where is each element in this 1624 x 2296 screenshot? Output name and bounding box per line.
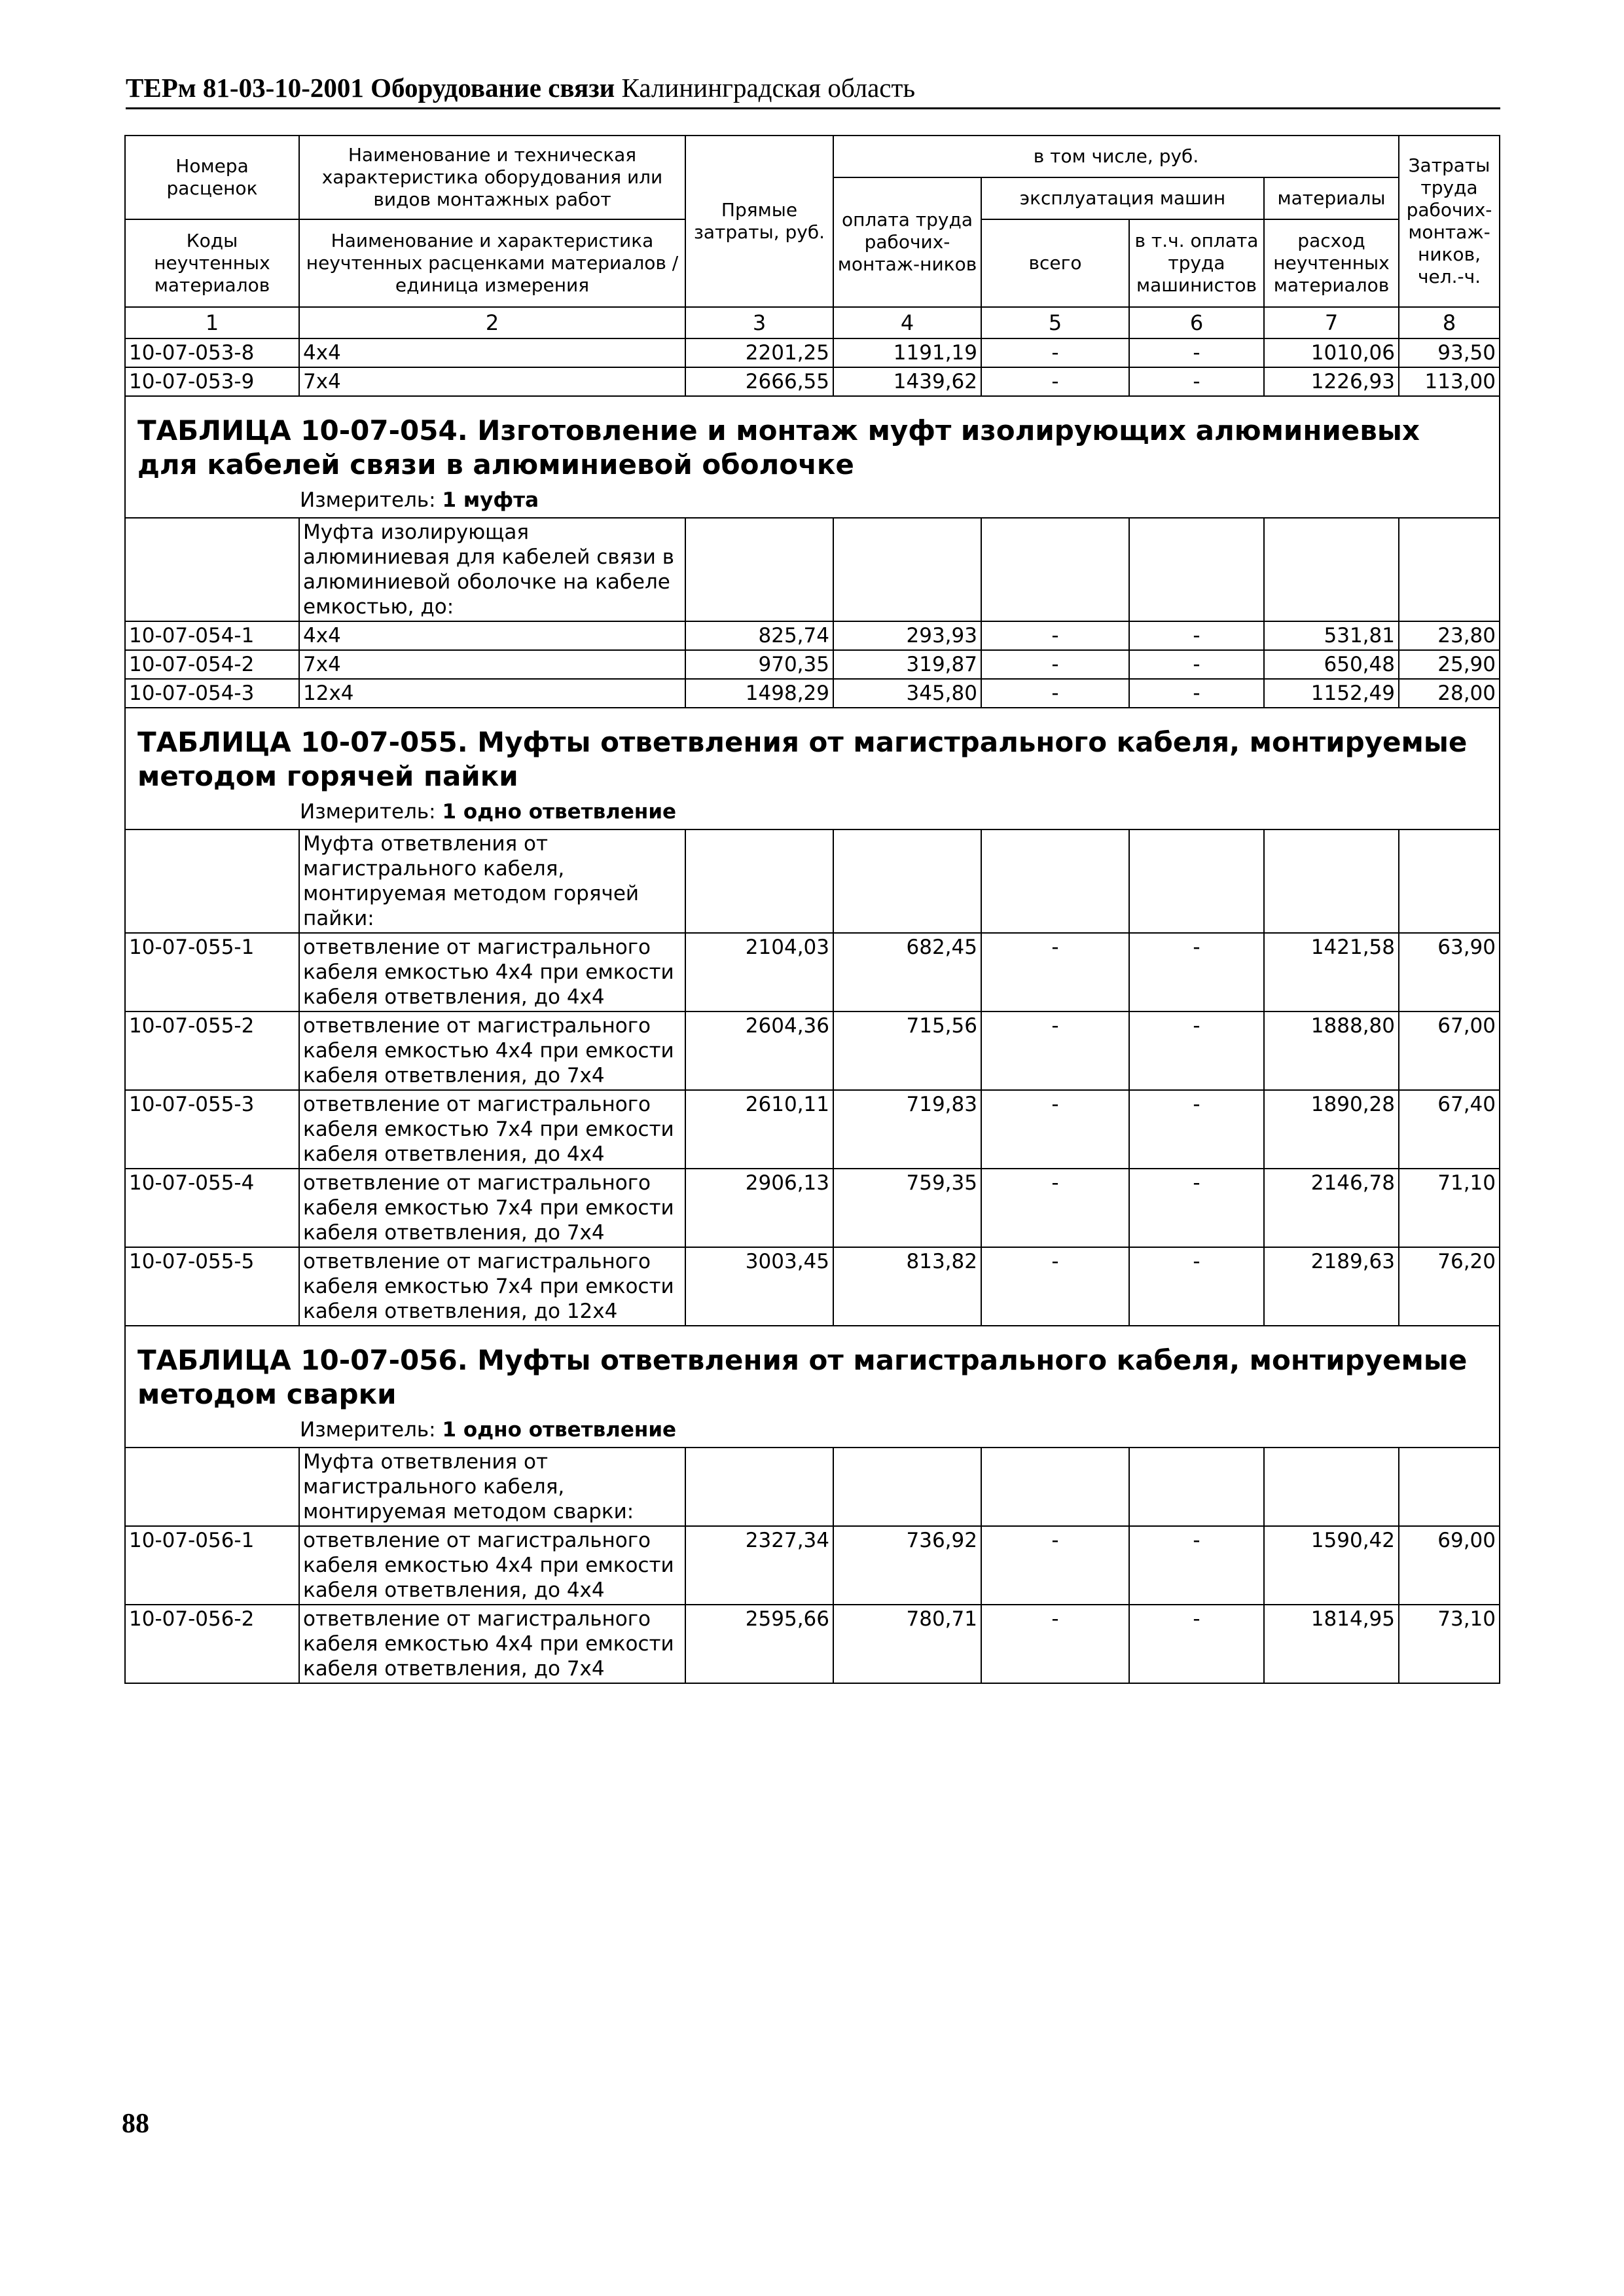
labor-pay-value: 293,93 [833,621,981,650]
column-number: 7 [1264,307,1399,338]
group-empty-cell [1129,1448,1264,1526]
col-machines-total: всего [981,219,1129,307]
labor-pay-value: 682,45 [833,933,981,1011]
labor-pay-value: 813,82 [833,1247,981,1326]
document-code: ТЕРм 81-03-10-2001 Оборудование связи [126,73,615,103]
labor-pay-value: 319,87 [833,650,981,679]
labor-hours-value: 63,90 [1399,933,1500,1011]
machines-total-value: - [981,338,1129,367]
table-row [125,621,1500,650]
column-number: 2 [299,307,685,338]
meter-cell [125,483,1500,518]
rate-name: ответвление от магистрального кабеля емкостью 4х4 при емкости кабеля ответвления, до 4х4 [299,1526,685,1605]
direct-costs-value: 1498,29 [685,679,833,708]
column-number: 8 [1399,307,1500,338]
col-rate-numbers: Номера расценок [125,136,299,219]
machines-total-value: - [981,1605,1129,1683]
table-row [125,679,1500,708]
column-number: 5 [981,307,1129,338]
table-row [125,1605,1500,1683]
page-number: 88 [122,2109,149,2139]
materials-value: 1226,93 [1264,367,1399,396]
labor-pay-value: 1191,19 [833,338,981,367]
group-empty-cell [685,518,833,621]
meter-cell [125,795,1500,829]
col-materials: материалы [1264,177,1399,219]
meter-cell [125,1413,1500,1448]
operators-pay-value: - [1129,650,1264,679]
group-empty-cell [685,829,833,933]
rate-name: ответвление от магистрального кабеля емкостью 4х4 при емкости кабеля ответвления, до 7х4 [299,1011,685,1090]
group-empty-cell [1399,829,1500,933]
operators-pay-value: - [1129,1247,1264,1326]
labor-hours-value: 71,10 [1399,1169,1500,1247]
group-name: Муфта ответвления от магистрального кабеля, монтируемая методом горячей пайки: [299,829,685,933]
rate-code: 10-07-055-4 [125,1169,299,1247]
group-empty-cell [833,829,981,933]
col-unaccounted-codes: Коды неучтенных материалов [125,219,299,307]
col-including: в том числе, руб. [833,136,1399,177]
rate-name: ответвление от магистрального кабеля емкостью 7х4 при емкости кабеля ответвления, до 4х4 [299,1090,685,1169]
rate-code: 10-07-054-2 [125,650,299,679]
rate-name: ответвление от магистрального кабеля емкостью 7х4 при емкости кабеля ответвления, до 12х4 [299,1247,685,1326]
rate-name: ответвление от магистрального кабеля емкостью 7х4 при емкости кабеля ответвления, до 7х4 [299,1169,685,1247]
table-row [125,1169,1500,1247]
col-operators-pay: в т.ч. оплата труда машинистов [1129,219,1264,307]
col-unaccounted-use: расход неучтенных материалов [1264,219,1399,307]
labor-pay-value: 715,56 [833,1011,981,1090]
labor-pay-value: 759,35 [833,1169,981,1247]
table-title: ТАБЛИЦА 10-07-055. Муфты ответвления от магистрального кабеля, монтируемые методом горячей пайки [125,708,1500,795]
operators-pay-value: - [1129,621,1264,650]
labor-hours-value: 28,00 [1399,679,1500,708]
running-header [126,71,1500,109]
column-number: 1 [125,307,299,338]
meter-text [126,795,1499,829]
group-empty-cell [1399,1448,1500,1526]
materials-value: 1888,80 [1264,1011,1399,1090]
group-empty-cell [981,518,1129,621]
rate-code: 10-07-053-8 [125,338,299,367]
column-number: 3 [685,307,833,338]
labor-hours-value: 93,50 [1399,338,1500,367]
machines-total-value: - [981,1090,1129,1169]
machines-total-value: - [981,1169,1129,1247]
rate-code: 10-07-054-3 [125,679,299,708]
rate-code: 10-07-053-9 [125,367,299,396]
group-empty-cell [981,829,1129,933]
operators-pay-value: - [1129,1605,1264,1683]
direct-costs-value: 2104,03 [685,933,833,1011]
group-empty-cell [1264,1448,1399,1526]
labor-pay-value: 780,71 [833,1605,981,1683]
group-empty-cell [1129,829,1264,933]
direct-costs-value: 2595,66 [685,1605,833,1683]
materials-value: 1010,06 [1264,338,1399,367]
col-labor-pay: оплата труда рабочих-монтаж-ников [833,177,981,307]
table-row [125,367,1500,396]
table-row [125,650,1500,679]
rate-name: 7х4 [299,367,685,396]
col-name-materials: Наименование и характеристика неучтенных расценками материалов / единица измерения [299,219,685,307]
group-empty-cell [1264,829,1399,933]
rate-name: ответвление от магистрального кабеля емкостью 4х4 при емкости кабеля ответвления, до 4х4 [299,933,685,1011]
meter-row [125,483,1500,518]
direct-costs-value: 2906,13 [685,1169,833,1247]
rate-name: ответвление от магистрального кабеля емкостью 4х4 при емкости кабеля ответвления, до 7х4 [299,1605,685,1683]
labor-hours-value: 25,90 [1399,650,1500,679]
col-direct-costs: Прямые затраты, руб. [685,136,833,307]
table-title-row [125,396,1500,483]
group-empty-cell [685,1448,833,1526]
group-name: Муфта изолирующая алюминиевая для кабелей связи в алюминиевой оболочке на кабеле емкостью, до: [299,518,685,621]
direct-costs-value: 3003,45 [685,1247,833,1326]
rate-code: 10-07-055-5 [125,1247,299,1326]
direct-costs-value: 970,35 [685,650,833,679]
machines-total-value: - [981,1011,1129,1090]
price-table [124,135,1500,1684]
meter-text [126,483,1499,517]
table-row [125,933,1500,1011]
labor-hours-value: 69,00 [1399,1526,1500,1605]
operators-pay-value: - [1129,1011,1264,1090]
rate-name: 12х4 [299,679,685,708]
meter-text [126,1413,1499,1447]
table-title-row [125,708,1500,795]
labor-hours-value: 73,10 [1399,1605,1500,1683]
operators-pay-value: - [1129,679,1264,708]
group-empty-cell [1399,518,1500,621]
labor-hours-value: 67,40 [1399,1090,1500,1169]
column-numbers-row [125,307,1500,338]
labor-hours-value: 23,80 [1399,621,1500,650]
rate-code: 10-07-056-2 [125,1605,299,1683]
operators-pay-value: - [1129,338,1264,367]
materials-value: 1421,58 [1264,933,1399,1011]
operators-pay-value: - [1129,933,1264,1011]
materials-value: 2146,78 [1264,1169,1399,1247]
materials-value: 531,81 [1264,621,1399,650]
direct-costs-value: 825,74 [685,621,833,650]
direct-costs-value: 2201,25 [685,338,833,367]
column-number: 4 [833,307,981,338]
operators-pay-value: - [1129,1169,1264,1247]
group-code-cell [125,829,299,933]
labor-pay-value: 345,80 [833,679,981,708]
direct-costs-value: 2666,55 [685,367,833,396]
direct-costs-value: 2610,11 [685,1090,833,1169]
labor-hours-value: 67,00 [1399,1011,1500,1090]
materials-value: 2189,63 [1264,1247,1399,1326]
operators-pay-value: - [1129,1526,1264,1605]
rate-code: 10-07-055-3 [125,1090,299,1169]
materials-value: 1814,95 [1264,1605,1399,1683]
materials-value: 650,48 [1264,650,1399,679]
meter-row [125,795,1500,829]
machines-total-value: - [981,621,1129,650]
header-row [125,136,1500,177]
direct-costs-value: 2327,34 [685,1526,833,1605]
labor-pay-value: 736,92 [833,1526,981,1605]
meter-label: Измеритель: [300,1418,442,1442]
meter-value: 1 муфта [442,488,539,512]
rate-name: 7х4 [299,650,685,679]
rate-code: 10-07-055-1 [125,933,299,1011]
rate-name: 4х4 [299,338,685,367]
machines-total-value: - [981,650,1129,679]
materials-value: 1590,42 [1264,1526,1399,1605]
meter-label: Измеритель: [300,800,442,824]
group-row [125,518,1500,621]
group-name: Муфта ответвления от магистрального кабеля, монтируемая методом сварки: [299,1448,685,1526]
rate-code: 10-07-055-2 [125,1011,299,1090]
table-row [125,1011,1500,1090]
meter-row [125,1413,1500,1448]
meter-value: 1 одно ответвление [442,1418,677,1442]
col-labor-costs: Затраты труда рабочих-монтаж-ников, чел.-ч. [1399,136,1500,307]
region-name: Калининградская область [621,73,916,103]
labor-pay-value: 719,83 [833,1090,981,1169]
table-title-row [125,1326,1500,1413]
materials-value: 1890,28 [1264,1090,1399,1169]
table-title: ТАБЛИЦА 10-07-056. Муфты ответвления от магистрального кабеля, монтируемые методом сварки [125,1326,1500,1413]
rate-code: 10-07-054-1 [125,621,299,650]
rate-code: 10-07-056-1 [125,1526,299,1605]
table-title: ТАБЛИЦА 10-07-054. Изготовление и монтаж муфт изолирующих алюминиевых для кабелей связи в алюминиевой оболочке [125,396,1500,483]
machines-total-value: - [981,1526,1129,1605]
labor-hours-value: 113,00 [1399,367,1500,396]
meter-value: 1 одно ответвление [442,800,677,824]
machines-total-value: - [981,1247,1129,1326]
group-empty-cell [981,1448,1129,1526]
group-row [125,1448,1500,1526]
group-empty-cell [1129,518,1264,621]
operators-pay-value: - [1129,367,1264,396]
operators-pay-value: - [1129,1090,1264,1169]
group-empty-cell [833,1448,981,1526]
group-empty-cell [833,518,981,621]
group-empty-cell [1264,518,1399,621]
machines-total-value: - [981,679,1129,708]
machines-total-value: - [981,933,1129,1011]
table-row [125,338,1500,367]
group-code-cell [125,518,299,621]
direct-costs-value: 2604,36 [685,1011,833,1090]
col-name-main: Наименование и техническая характеристика оборудования или видов монтажных работ [299,136,685,219]
table-row [125,1247,1500,1326]
group-code-cell [125,1448,299,1526]
table-row [125,1090,1500,1169]
materials-value: 1152,49 [1264,679,1399,708]
meter-label: Измеритель: [300,488,442,512]
group-row [125,829,1500,933]
labor-hours-value: 76,20 [1399,1247,1500,1326]
table-row [125,1526,1500,1605]
col-machine-operation: эксплуатация машин [981,177,1264,219]
column-number: 6 [1129,307,1264,338]
machines-total-value: - [981,367,1129,396]
rate-name: 4х4 [299,621,685,650]
labor-pay-value: 1439,62 [833,367,981,396]
